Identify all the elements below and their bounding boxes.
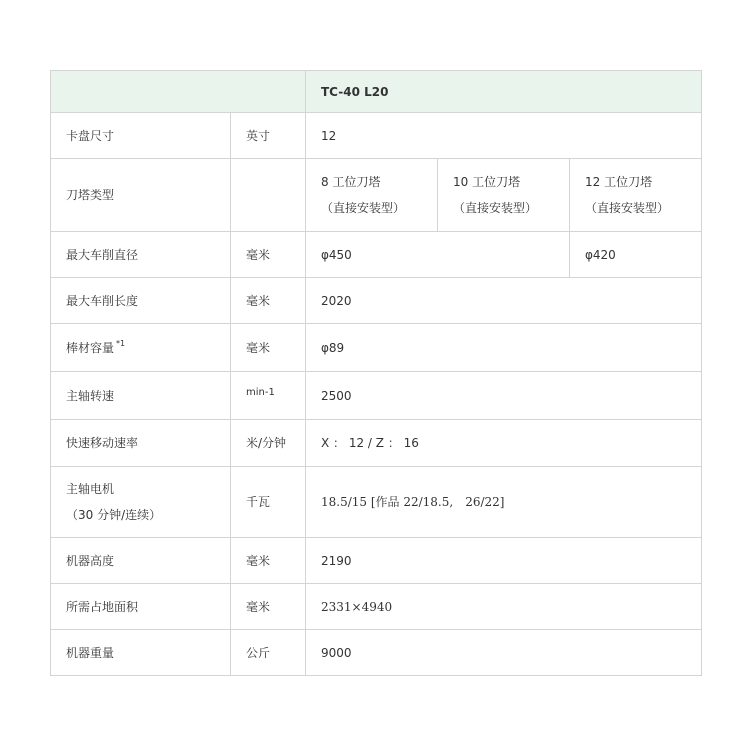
row-value: 12 — [306, 113, 702, 159]
row-label: 快速移动速率 — [51, 420, 231, 467]
row-label: 机器重量 — [51, 630, 231, 676]
row-unit: 毫米 — [231, 584, 306, 630]
row-value: φ420 — [570, 232, 702, 278]
row-unit: min-1 — [231, 372, 306, 420]
turret-name: 10 工位刀塔 — [453, 175, 521, 189]
header-row — [51, 71, 702, 113]
table-row — [51, 232, 702, 278]
turret-mount: （直接安装型） — [585, 201, 670, 215]
table-row — [51, 630, 702, 676]
turret-option — [570, 159, 702, 232]
table-row — [51, 420, 702, 467]
row-value: φ89 — [306, 324, 702, 372]
row-value: 18.5/15 [作品 22/18.5, 26/22] — [306, 467, 702, 538]
turret-option — [438, 159, 570, 232]
row-label-sub: （30 分钟/连续） — [66, 508, 162, 522]
table-row — [51, 467, 702, 538]
footnote-mark: *1 — [116, 338, 126, 348]
row-label: 刀塔类型 — [51, 159, 231, 232]
row-unit: 英寸 — [231, 113, 306, 159]
row-label: 所需占地面积 — [51, 584, 231, 630]
turret-name: 8 工位刀塔 — [321, 175, 381, 189]
row-value: 2020 — [306, 278, 702, 324]
row-unit: 毫米 — [231, 538, 306, 584]
row-label: 主轴转速 — [51, 372, 231, 420]
row-unit — [231, 159, 306, 232]
row-label: 最大车削长度 — [51, 278, 231, 324]
row-label: 棒材容量 — [66, 340, 115, 355]
model-name: TC-40 L20 — [306, 71, 702, 113]
row-unit: 毫米 — [231, 324, 306, 372]
row-unit: 米/分钟 — [231, 420, 306, 467]
row-value: 2331×4940 — [306, 584, 702, 630]
row-unit: 毫米 — [231, 232, 306, 278]
turret-option — [306, 159, 438, 232]
header-blank-cell — [51, 71, 306, 113]
row-value: 2190 — [306, 538, 702, 584]
row-value: 9000 — [306, 630, 702, 676]
turret-name: 12 工位刀塔 — [585, 175, 653, 189]
row-label: 卡盘尺寸 — [51, 113, 231, 159]
row-unit: 千瓦 — [231, 467, 306, 538]
row-unit: 公斤 — [231, 630, 306, 676]
table-row — [51, 113, 702, 159]
turret-mount: （直接安装型） — [453, 201, 538, 215]
table-row — [51, 278, 702, 324]
row-label: 最大车削直径 — [51, 232, 231, 278]
row-value: 2500 — [306, 372, 702, 420]
table-row — [51, 538, 702, 584]
row-value: X ： 12 / Z ： 16 — [306, 420, 702, 467]
row-unit: 毫米 — [231, 278, 306, 324]
row-label: 机器高度 — [51, 538, 231, 584]
row-label-cell — [51, 324, 231, 372]
table-row — [51, 584, 702, 630]
turret-mount: （直接安装型） — [321, 201, 406, 215]
row-label-cell — [51, 467, 231, 538]
table-row — [51, 324, 702, 372]
table-row — [51, 372, 702, 420]
table-row — [51, 159, 702, 232]
row-label: 主轴电机 — [66, 482, 115, 496]
row-value: φ450 — [306, 232, 570, 278]
spec-table — [50, 70, 702, 676]
